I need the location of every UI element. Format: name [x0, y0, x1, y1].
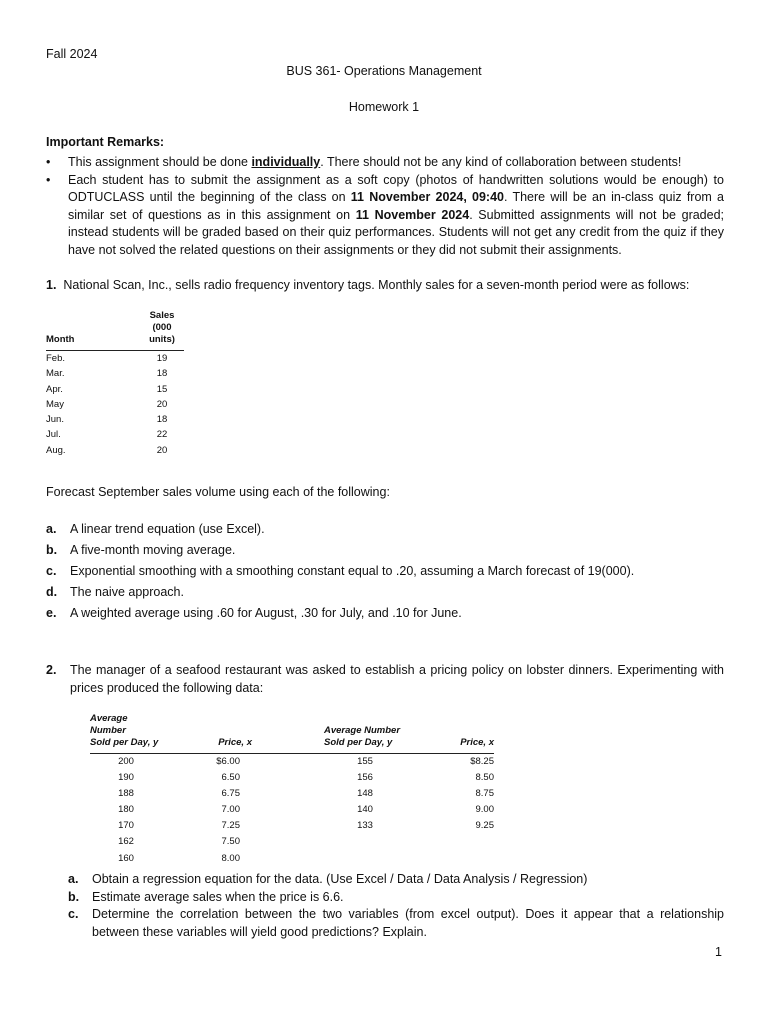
pricing-table — [90, 713, 494, 867]
col-header-avg-number: Average Number Sold per Day, y — [324, 725, 401, 748]
remark-item: • This assignment should be done individually. There should not be any kind of collaboration between students! — [46, 154, 724, 172]
table-row: 162 7.50 — [118, 836, 240, 848]
col-header-price: Price, x — [218, 737, 252, 748]
question-number: 2. — [46, 663, 57, 677]
col-header-avg-number: Average Number Sold per Day, y — [90, 713, 159, 748]
table-row: Apr. 15 — [46, 383, 168, 395]
table-row: 188 6.75 148 8.75 — [118, 788, 494, 800]
question-text: National Scan, Inc., sells radio frequency inventory tags. Monthly sales for a seven-month period were as follows: — [63, 278, 690, 292]
emphasis-individually: individually — [251, 155, 321, 169]
table-row: Jun. 18 — [46, 414, 168, 426]
table-row: Feb. 19 — [46, 353, 168, 364]
table-row: 160 8.00 — [118, 852, 240, 864]
table-row: Mar. 18 — [46, 368, 168, 380]
question-number: 1. — [46, 278, 57, 292]
assignment-title: Homework 1 — [348, 100, 420, 114]
list-item: c. Exponential smoothing with a smoothing constant equal to .20, assuming a March forecast of 19(000). — [46, 564, 635, 578]
sales-table — [46, 310, 184, 458]
list-item: e. A weighted average using .60 for August, .30 for July, and .10 for June. — [46, 606, 462, 620]
page-number: 1 — [715, 945, 722, 959]
table-row: May 20 — [46, 398, 168, 410]
course-title: BUS 361- Operations Management — [286, 64, 482, 78]
list-item: a. Obtain a regression equation for the data. (Use Excel / Data / Data Analysis / Regression) — [68, 872, 588, 886]
list-item: b. A five-month moving average. — [46, 543, 236, 557]
table-row: 180 7.00 140 9.00 — [118, 804, 494, 816]
question-2 — [46, 662, 724, 697]
list-item: a. A linear trend equation (use Excel). — [46, 522, 265, 536]
table-row: 190 6.50 156 8.50 — [118, 772, 494, 784]
list-item: b. Estimate average sales when the price is 6.6. — [68, 889, 344, 904]
term-label: Fall 2024 — [46, 47, 98, 61]
remarks-list — [46, 154, 724, 259]
remarks-heading: Important Remarks: — [46, 135, 165, 149]
list-item: c. Determine the correlation between the two variables (from excel output). Does it appear that a relationship between these variables will yield good predictions? Explain. — [68, 907, 724, 939]
deadline-date: 11 November 2024, 09:40 — [350, 190, 505, 204]
col-header-sales: Sales (000 units) — [149, 310, 175, 345]
q2-parts — [68, 871, 724, 941]
col-header-price: Price, x — [460, 737, 494, 748]
remark-item: • Each student has to submit the assignment as a soft copy (photos of handwritten solutions would be enough) to ODTUCLASS until the beginning of the class on 11 November 2024, 09:40. There will be an in-class quiz from a similar set of questions as in this assignment on 11 November 2024. Submitted assignments will not be graded; instead students will be graded based on their quiz performances. Students will not get any credit from the quiz if they have not solved the related questions on their assignments or they did not submit their assignments. — [46, 172, 725, 257]
bullet-icon: • — [46, 155, 51, 169]
list-item: d. The naive approach. — [46, 585, 184, 599]
q1-parts — [46, 519, 736, 624]
forecast-prompt: Forecast September sales volume using each of the following: — [46, 485, 390, 499]
col-header-month: Month — [46, 334, 75, 345]
quiz-date: 11 November 2024 — [355, 207, 470, 222]
bullet-icon: • — [46, 172, 51, 187]
table-row: Aug. 20 — [46, 444, 168, 456]
question-1 — [46, 277, 736, 295]
table-row: 200 $6.00 155 $8.25 — [118, 756, 494, 767]
question-text: The manager of a seafood restaurant was asked to establish a pricing policy on lobster dinners. Experimenting with prices produced the following data: — [70, 663, 724, 695]
table-row: Jul. 22 — [46, 429, 168, 441]
table-row: 170 7.25 133 9.25 — [118, 820, 494, 832]
